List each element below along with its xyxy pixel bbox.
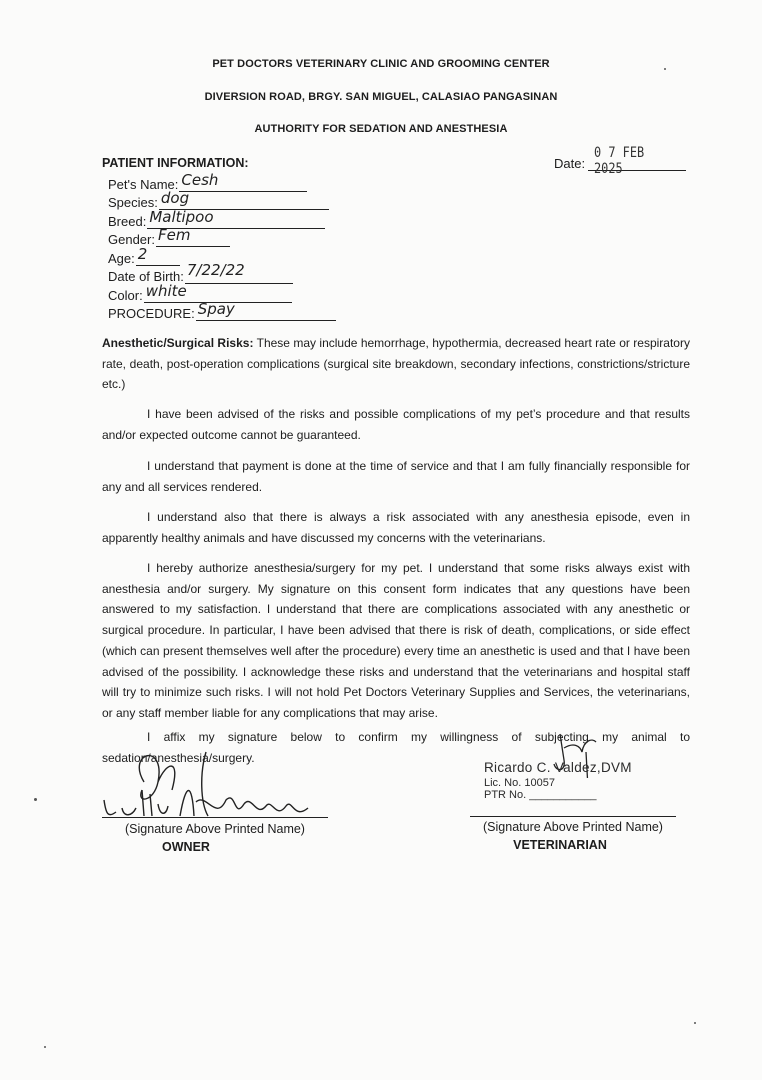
field-date-of-birth (108, 261, 293, 284)
clinic-address: DIVERSION ROAD, BRGY. SAN MIGUEL, CALASIAO PANGASINAN (204, 91, 558, 103)
field-line (179, 171, 307, 192)
scan-speck (44, 1046, 46, 1048)
field-species (108, 189, 329, 210)
field-value: Maltipoo (149, 208, 214, 226)
vet-caption: (Signature Above Printed Name) (483, 820, 663, 834)
risks-text: These may include hemorrhage, hypothermia, decreased heart rate or respiratory rate, death, post-operation complications (surgical site breakdown, secondary infections, constrictions/stricture etc.) (102, 336, 690, 392)
vet-ptr-stamp: PTR No. ___________ (484, 789, 597, 801)
vet-name-stamp: Ricardo C. Valdez,DVM (484, 760, 632, 775)
field-line (196, 300, 336, 321)
owner-signature-line (102, 817, 328, 818)
field-value: white (145, 282, 187, 300)
field-line (156, 226, 230, 247)
field-label: Color: (108, 288, 143, 303)
field-label: Date of Birth: (108, 269, 184, 284)
patient-info-title: PATIENT INFORMATION: (102, 156, 249, 170)
clinic-name: PET DOCTORS VETERINARY CLINIC AND GROOMING CENTER (212, 58, 550, 70)
form-title: AUTHORITY FOR SEDATION AND ANESTHESIA (254, 123, 508, 135)
field-age (108, 245, 180, 266)
owner-caption: (Signature Above Printed Name) (125, 822, 305, 836)
scan-speck (694, 1022, 696, 1024)
field-line (136, 245, 180, 266)
field-value: dog (160, 189, 190, 207)
advised-paragraph: I have been advised of the risks and possible complications of my pet’s procedure and that results and/or expected outcome cannot be guaranteed. (102, 407, 690, 442)
date-field (554, 145, 694, 177)
payment-paragraph: I understand that payment is done at the time of service and that I am fully financially responsible for any and all services rendered. (102, 459, 690, 494)
owner-role: OWNER (162, 840, 210, 854)
vet-signature-line (470, 816, 676, 817)
field-value: Cesh (181, 171, 219, 189)
field-value: 2 (137, 245, 148, 263)
field-label: Species: (108, 195, 158, 210)
scan-speck (34, 798, 37, 801)
risks-paragraph (102, 333, 690, 395)
field-value: Spay (197, 300, 235, 318)
field-value: 7/22/22 (186, 261, 245, 279)
field-label: Gender: (108, 232, 155, 247)
field-label: Breed: (108, 214, 147, 229)
field-breed (108, 208, 325, 229)
authorization-paragraph: I hereby authorize anesthesia/surgery for my pet. I understand that some risks always exist with anesthesia and/or surgery. My signature on this consent form indicates that any questions have been answered to my satisfaction. I understand that there are complications associated with any anesthetic or surgical procedure. In particular, I have been advised that there is risk of death, complications, or side effect (which can present themselves well after the procedure) every time an anesthetic is used and that I have been advised of the possibility. I acknowledge these risks and understand that the veterinarians and hospital staff will try to minimize such risks. I will not hold Pet Doctors Veterinary Supplies and Services, the veterinarians, or any staff member liable for any complications that may arise. (102, 561, 690, 720)
field-pet-name (108, 171, 307, 192)
date-stamp: 0 7 FEB 2025 (594, 145, 645, 177)
field-procedure (108, 300, 336, 321)
field-line (185, 261, 293, 284)
vet-license-stamp: Lic. No. 10057 (484, 777, 555, 789)
field-value: Fem (157, 226, 191, 244)
field-label: PROCEDURE: (108, 306, 195, 321)
risk-awareness-paragraph: I understand also that there is always a risk associated with any anesthesia episode, even in apparently healthy animals and have discussed my concerns with the veterinarians. (102, 510, 690, 545)
affix-signature-paragraph: I affix my signature below to confirm my willingness of subjecting my animal to sedation/anesthesia/surgery. (102, 730, 690, 765)
vet-role: VETERINARIAN (513, 838, 607, 852)
field-gender (108, 226, 230, 247)
field-label: Pet's Name: (108, 177, 179, 192)
date-label: Date: (554, 156, 586, 171)
scan-speck (664, 68, 666, 70)
risks-label: Anesthetic/Surgical Risks: (102, 336, 254, 350)
field-label: Age: (108, 251, 135, 266)
